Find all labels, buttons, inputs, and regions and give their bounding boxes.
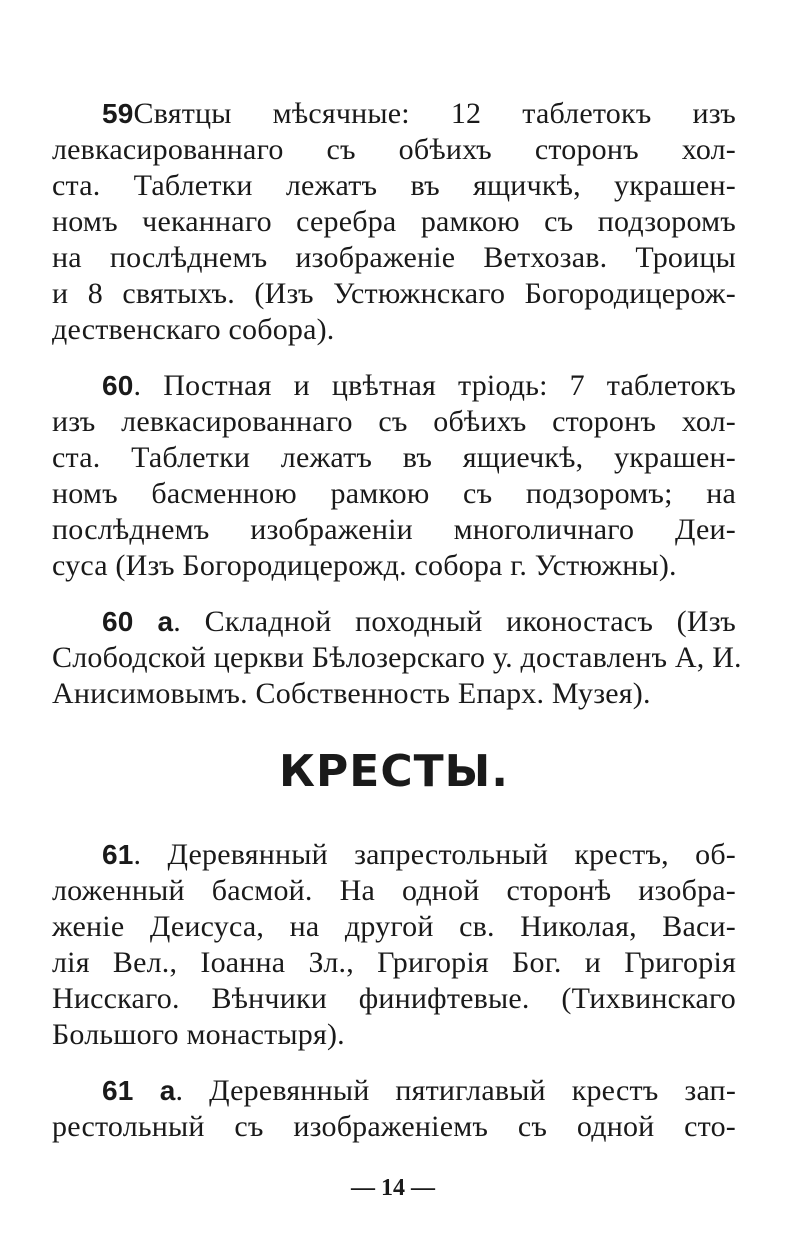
text-line: и 8 святыхъ. (Изъ Устюжнскаго Богородицерож- [52,277,736,310]
text-line: изъ левкасированнаго съ обѣихъ сторонъ хол- [52,405,736,438]
text-line: рестольный съ изображеніемъ съ одной сто- [52,1110,736,1143]
text-line: 59Святцы мѣсячные: 12 таблетокъ изъ [102,97,736,130]
text-line: 60 а. Складной походный иконостасъ (Изъ [102,605,736,638]
entry-59 [52,96,736,348]
entry-61 [52,837,736,1053]
entry-number: 59 [102,98,134,129]
section-heading: КРЕСТЫ. [279,746,509,797]
entry-number: 60 а [102,606,174,637]
text-line: женіе Деисуса, на другой св. Николая, Васи- [52,910,736,943]
text-line: дественскаго собора). [52,313,335,346]
text-line: лія Вел., Іоанна Зл., Григорія Бог. и Григорія [52,946,736,979]
text-line: суса (Изъ Богородицерожд. собора г. Устюжны). [52,549,677,582]
entry-60a [52,604,742,712]
text-line: 61. Деревянный запрестольный крестъ, об- [102,838,736,871]
page-body [52,96,742,1165]
text-line: 60. Постная и цвѣтная тріодь: 7 таблетокъ [102,369,737,402]
text-line: ста. Таблетки лежатъ въ ящичкѣ, украшен- [52,169,736,202]
entry-number: 60 [102,370,134,401]
text-line: Нисскаго. Вѣнчики финифтевые. (Тихвинскаго [52,982,736,1015]
page-number: — 14 — [351,1175,435,1201]
entry-60 [52,368,736,584]
text-line: ложенный басмой. На одной сторонѣ изобра- [52,874,736,907]
text-line: 61 а. Деревянный пятиглавый крестъ зап- [102,1074,737,1107]
text-line: Анисимовымъ. Собственность Епарх. Музея). [52,677,651,710]
text-line: Большого монастыря). [52,1018,345,1051]
text-line: номъ чеканнаго серебра рамкою съ подзоромъ [52,205,736,238]
entry-number: 61 [102,839,134,870]
entry-number: 61 а [102,1075,176,1106]
entry-61a [52,1073,736,1145]
text-line: левкасированнаго съ обѣихъ сторонъ хол- [52,133,736,166]
text-line: послѣднемъ изображеніи многоличнаго Деи- [52,513,736,546]
text-line: номъ басменною рамкою съ подзоромъ; на [52,477,736,510]
text-line: ста. Таблетки лежатъ въ ящиечкѣ, украшен- [52,441,736,474]
text-line: на послѣднемъ изображеніе Ветхозав. Троицы [52,241,736,274]
text-line: Слободской церкви Бѣлозерскаго у. доставленъ А, И. [52,641,742,674]
